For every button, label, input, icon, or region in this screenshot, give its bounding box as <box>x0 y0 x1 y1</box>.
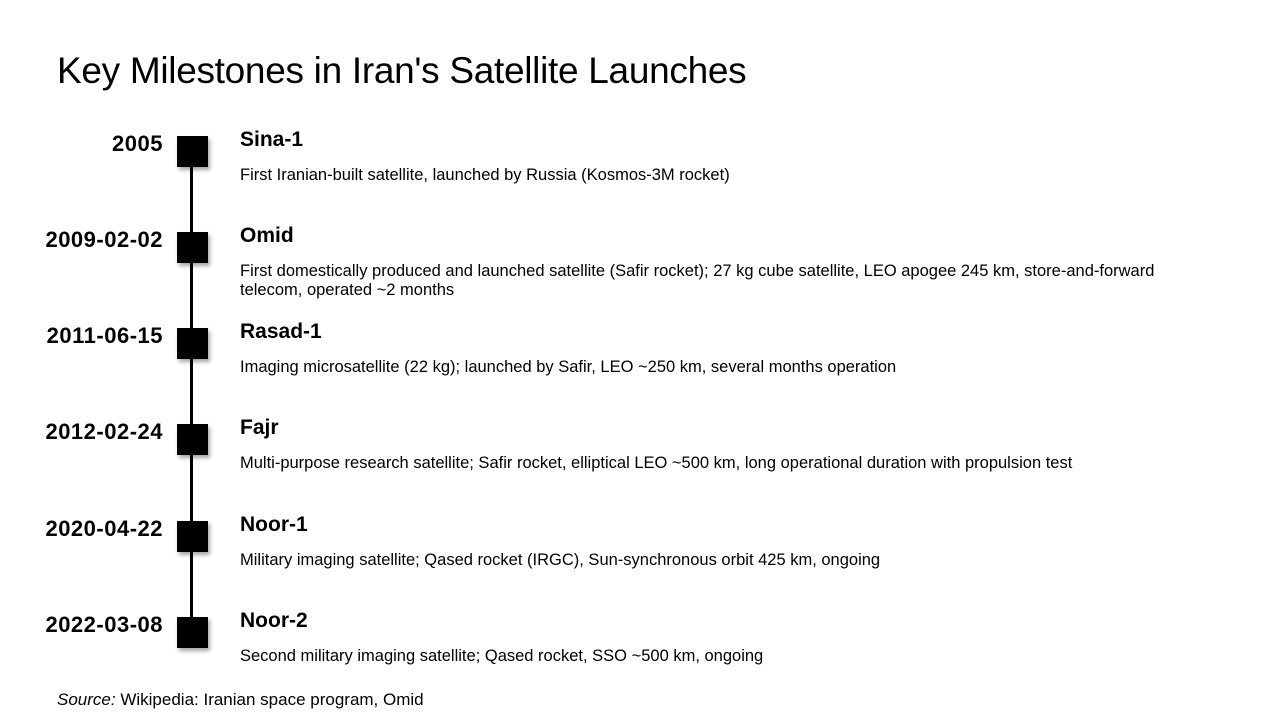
milestone-date: 2012-02-24 <box>45 419 163 444</box>
milestone <box>0 513 1280 617</box>
milestone-description: Military imaging satellite; Qased rocket (IRGC), Sun-synchronous orbit 425 km, ongoing <box>240 551 881 569</box>
milestone-description: First domestically produced and launched satellite (Safir rocket); 27 kg cube satellite, LEO apogee 245 km, store-and-forward telecom, operated ~2 months <box>240 262 1155 299</box>
page-title: Key Milestones in Iran's Satellite Launches <box>57 50 747 91</box>
source-text: Wikipedia: Iranian space program, Omid <box>120 690 424 709</box>
milestone-name: Noor-2 <box>240 609 308 632</box>
milestone-date: 2009-02-02 <box>45 227 163 252</box>
milestone-name: Omid <box>240 224 294 247</box>
milestone-description: Imaging microsatellite (22 kg); launched by Safir, LEO ~250 km, several months operation <box>240 358 897 376</box>
milestone-date: 2005 <box>112 131 163 156</box>
milestone <box>0 416 1280 520</box>
milestone-marker <box>177 521 208 552</box>
milestone-date: 2020-04-22 <box>45 516 163 541</box>
source-label: Source: <box>57 690 116 709</box>
milestone-name: Noor-1 <box>240 513 308 536</box>
source-line <box>57 690 424 710</box>
milestone-marker <box>177 328 208 359</box>
milestone-description: Multi-purpose research satellite; Safir rocket, elliptical LEO ~500 km, long operational duration with propulsion test <box>240 454 1073 472</box>
milestone-date: 2022-03-08 <box>45 612 163 637</box>
milestone-description: Second military imaging satellite; Qased rocket, SSO ~500 km, ongoing <box>240 647 764 665</box>
milestone-marker <box>177 424 208 455</box>
milestone-marker <box>177 232 208 263</box>
milestone <box>0 320 1280 424</box>
milestone-date: 2011-06-15 <box>46 323 163 348</box>
milestone-description: First Iranian-built satellite, launched by Russia (Kosmos-3M rocket) <box>240 166 730 184</box>
milestone-name: Sina-1 <box>240 128 304 151</box>
milestone <box>0 128 1280 232</box>
milestone-name: Fajr <box>240 416 279 439</box>
milestone-name: Rasad-1 <box>240 320 322 343</box>
milestone-marker <box>177 617 208 648</box>
milestone-marker <box>177 136 208 167</box>
milestone <box>0 224 1280 328</box>
